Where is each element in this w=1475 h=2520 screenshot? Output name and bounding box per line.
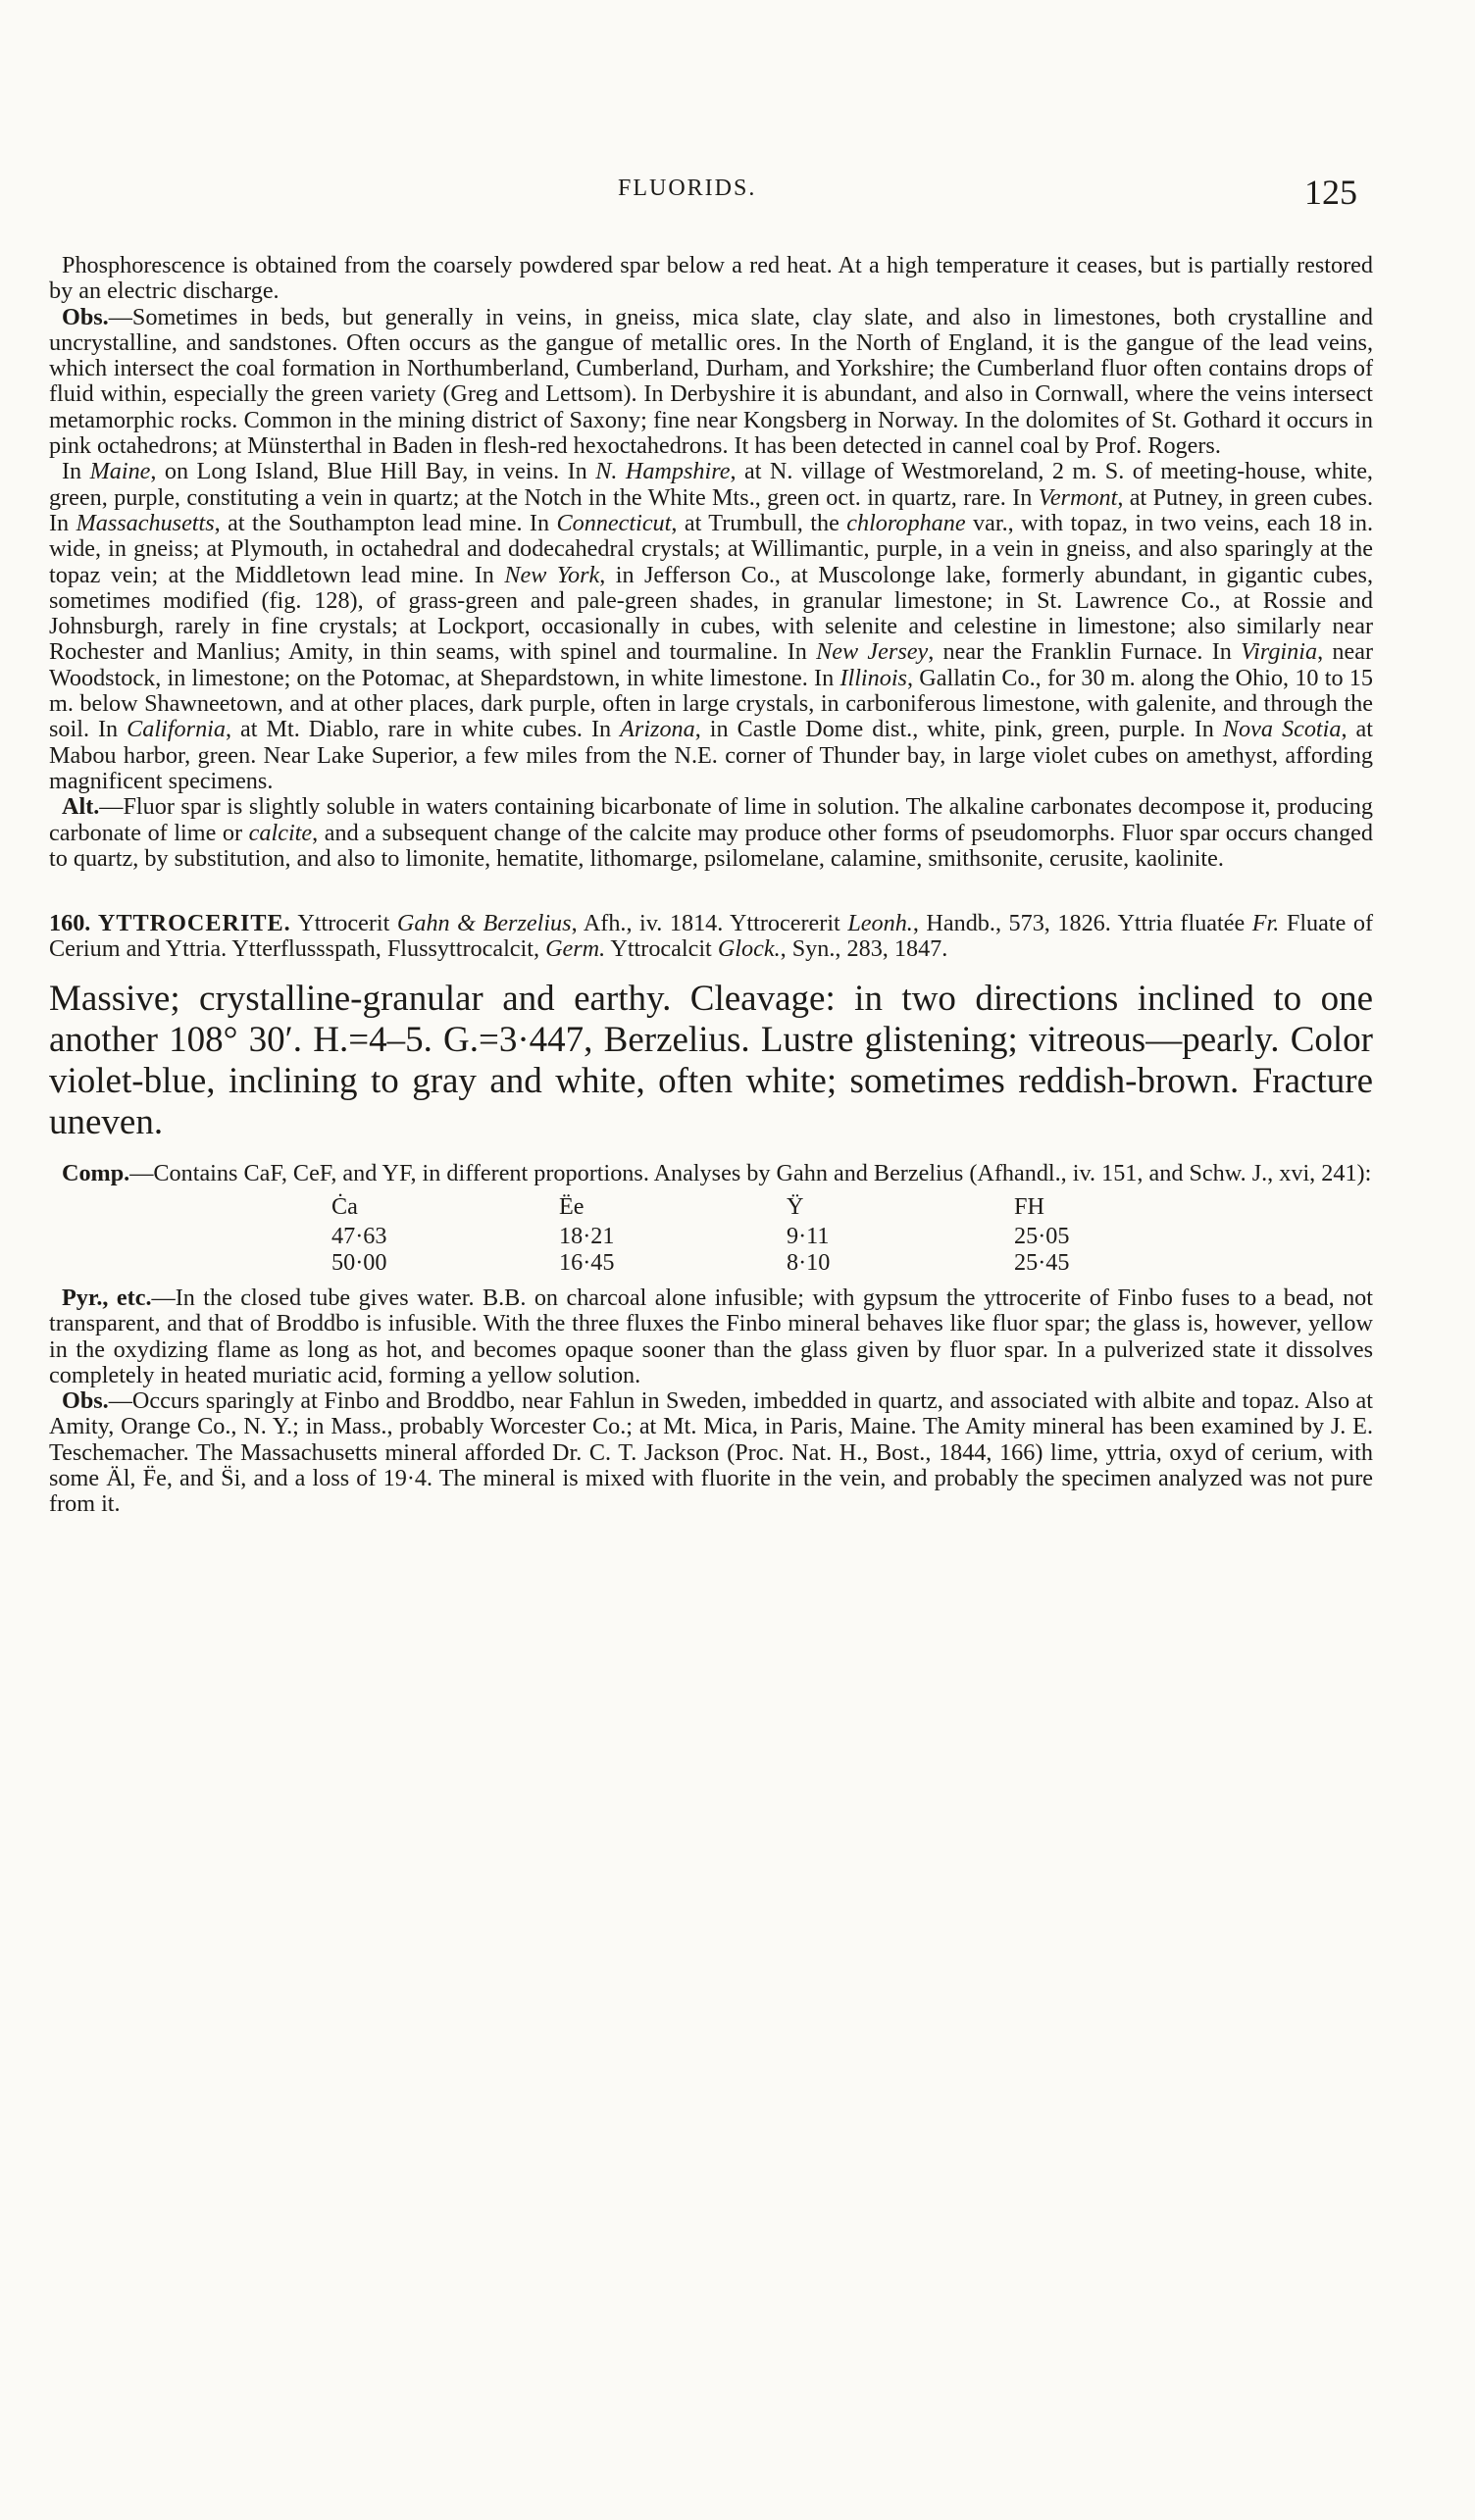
loc-text: , at the Southampton lead mine. In	[214, 509, 557, 536]
state-name: Illinois	[839, 664, 907, 691]
analysis-header: Ÿ	[787, 1193, 804, 1221]
analysis-cell: 25·05	[1014, 1223, 1070, 1250]
state-name: New York	[504, 561, 600, 588]
analysis-table	[331, 1194, 1242, 1276]
loc-text: , in Jefferson Co., at Muscolonge lake, formerly abundant, in gigantic cubes, sometimes modified (fig. 128), of grass-green and pale-green shades, in granular limestone; in St. Lawrence Co., at Rossie and Johnsburgh, rarely in fine crystals; at Lockport, occasionally in cubes, with selenite and celestine in limestone; also similarly near Rochester and Manlius; Amity, in thin seams, with spinel and tourmaline. In	[49, 561, 1374, 666]
obs-text: —Sometimes in beds, but generally in veins, in gneiss, mica slate, clay slate, and also in limestones, both crystalline and uncrystalline, and sandstones. Often occurs as the gangue of metallic ores. In the North of England, it is the gangue of the lead veins, which intersect the coal formation in Northumberland, Cumberland, Durham, and Yorkshire; the Cumberland fluor often contains drops of fluid within, especially the green variety (Greg and Lettsom). In Derbyshire it is abundant, and also in Cornwall, where the veins intersect metamorphic rocks. Common in the mining district of Saxony; fine near Kongsberg in Norway. In the dolomites of St. Gothard it occurs in pink octahedrons; at Münsterthal in Baden in flesh-red hexoctahedrons. It has been detected in cannel coal by Prof. Rogers.	[49, 303, 1373, 460]
pyr-text: —In the closed tube gives water. B.B. on charcoal alone infusible; with gypsum the yttrocerite of Finbo fuses to a bead, not transparent, and that of Broddbo is infusible. With the three fluxes the Finbo mineral behaves like fluor spar; the glass is, however, yellow in the oxydizing flame as long as hot, and becomes opaque sooner than the glass given by fluor spar. In a pulverized state it dissolves completely in heated muriatic acid, forming a yellow solution.	[49, 1284, 1373, 1388]
loc-text: var., with topaz, in two veins, each 18 in. wide, in gneiss; at Plymouth, in octahedral and dodecahedral crystals; at Willimantic, purple, in a vein in gneiss, and also sparingly at the topaz vein; at the Middletown lead mine. In	[49, 509, 1373, 588]
page-header	[0, 172, 1475, 215]
loc-text: , at N. village of Westmoreland, 2 m. S. of meeting-house, white, green, purple, constituting a vein in quartz; at the Notch in the White Mts., green oct. in quartz, rare. In	[49, 458, 1373, 511]
fluorite-localities-paragraph	[49, 459, 1373, 794]
analysis-row	[331, 1224, 1242, 1249]
pyr-heading: Pyr., etc.	[62, 1284, 152, 1311]
yttrocerite-pyr-paragraph	[49, 1285, 1373, 1388]
loc-text: In	[62, 458, 90, 485]
synonym-text: Yttrocerit	[290, 910, 397, 937]
fluorite-obs-paragraph	[49, 305, 1373, 460]
obs-heading: Obs.	[62, 1387, 109, 1415]
alt-text: —Fluor spar is slightly soluble in waters containing bicarbonate of lime in solution. The alkaline carbonates decompose it, producing carbonate of lime or	[49, 793, 1373, 846]
variety-name: chlorophane	[846, 509, 966, 536]
state-name: New Jersey	[816, 638, 929, 666]
state-name: California	[127, 716, 226, 743]
analysis-header: Ëe	[559, 1193, 585, 1221]
analysis-header: Ċa	[331, 1193, 358, 1221]
mineral-name: calcite	[248, 819, 313, 846]
state-name: Vermont	[1038, 483, 1118, 511]
language-abbr: Germ.	[545, 935, 606, 963]
synonym-text: , Afh., iv. 1814. Yttrocererit	[571, 910, 848, 937]
loc-text: , at Putney, in green cubes. In	[49, 483, 1373, 536]
state-name: N. Hampshire	[595, 458, 731, 485]
author-name: Glock.	[717, 935, 781, 963]
alt-text: , and a subsequent change of the calcite may produce other forms of pseudomorphs. Fluor spar occurs changed to quartz, by substitution, and also to limonite, hematite, lithomarge, psilomelane, calamine, smithsonite, cerusite, kaolinite.	[49, 819, 1373, 872]
obs-text: —Occurs sparingly at Finbo and Broddbo, near Fahlun in Sweden, imbedded in quartz, and associated with albite and topaz. Also at Amity, Orange Co., N. Y.; in Mass., probably Worcester Co.; at Mt. Mica, in Paris, Maine. The Amity mineral has been examined by J. E. Teschemacher. The Massachusetts mineral afforded Dr. C. T. Jackson (Proc. Nat. H., Bost., 1844, 166) lime, yttria, oxyd of cerium, with some Äl, F̈e, and S̈i, and a loss of 19·4. The mineral is mixed with fluorite in the vein, and probably the specimen analyzed was not pure from it.	[49, 1387, 1373, 1518]
author-name: Gahn & Berzelius	[396, 910, 572, 937]
state-name: Virginia	[1241, 638, 1318, 666]
state-name: Massachusetts	[76, 509, 215, 536]
loc-text: , near Woodstock, in limestone; on the Potomac, at Shepardstown, in white limestone. In	[49, 638, 1374, 691]
species-name: YTTROCERITE.	[97, 910, 291, 937]
analysis-cell: 18·21	[559, 1223, 615, 1250]
analysis-cell: 50·00	[331, 1248, 387, 1276]
analysis-cell: 47·63	[331, 1223, 387, 1250]
yttrocerite-description: Massive; crystalline-granular and earthy. Cleavage: in two directions inclined to one another 108° 30′. H.=4–5. G.=3·447, Berzelius. Lustre glistening; vitreous—pearly. Color violet-blue, inclining to gray and white, often white; sometimes reddish-brown. Fracture uneven.	[49, 978, 1373, 1142]
synonym-text: Yttrocalcit	[605, 935, 718, 963]
yttrocerite-heading	[49, 911, 1373, 963]
comp-text: —Contains CaF, CeF, and YF, in different proportions. Analyses by Gahn and Berzelius (Afhandl., iv. 151, and Schw. J., xvi, 241):	[129, 1159, 1372, 1186]
analysis-cell: 8·10	[787, 1248, 831, 1276]
synonym-text: , Syn., 283, 1847.	[780, 935, 948, 963]
loc-text: , on Long Island, Blue Hill Bay, in veins. In	[150, 458, 596, 485]
state-name: Maine	[89, 458, 151, 485]
yttrocerite-comp-paragraph	[49, 1161, 1373, 1186]
loc-text: , Gallatin Co., for 30 m. along the Ohio, 10 to 15 m. below Shawneetown, and at other places, dark purple, often in large crystals, in carboniferous limestone, with galenite, and through the soil. In	[49, 664, 1373, 743]
page-body	[49, 253, 1373, 1518]
synonym-text: Fluate of Cerium and Yttria. Ytterflussspath, Flussyttrocalcit,	[49, 910, 1374, 963]
yttrocerite-obs-paragraph	[49, 1388, 1373, 1517]
loc-text: , in Castle Dome dist., white, pink, green, purple. In	[694, 716, 1223, 743]
species-number: 160.	[49, 910, 91, 937]
analysis-cell: 25·45	[1014, 1248, 1070, 1276]
author-name: Leonh.	[847, 910, 913, 937]
state-name: Nova Scotia	[1222, 716, 1342, 743]
loc-text: , at Mt. Diablo, rare in white cubes. In	[225, 716, 621, 743]
loc-text: , near the Franklin Furnace. In	[928, 638, 1242, 666]
state-name: Connecticut	[556, 509, 672, 536]
analysis-header: FH	[1014, 1193, 1044, 1221]
alt-heading: Alt.	[62, 793, 100, 821]
analysis-row	[331, 1250, 1242, 1276]
loc-text: , at Trumbull, the	[671, 509, 847, 536]
analysis-cell: 16·45	[559, 1248, 615, 1276]
page-number: 125	[1304, 173, 1357, 212]
comp-heading: Comp.	[62, 1159, 130, 1186]
language-abbr: Fr.	[1251, 910, 1280, 937]
fluorite-alt-paragraph	[49, 794, 1373, 872]
running-head: FLUORIDS.	[618, 176, 757, 201]
analysis-cell: 9·11	[787, 1223, 830, 1250]
loc-text: , at Mabou harbor, green. Near Lake Superior, a few miles from the N.E. corner of Thunder bay, in large violet cubes on amethyst, affording magnificent specimens.	[49, 716, 1373, 794]
synonym-text: , Handb., 573, 1826. Yttria fluatée	[912, 910, 1252, 937]
state-name: Arizona	[620, 716, 695, 743]
analysis-header-row	[331, 1194, 1242, 1224]
obs-heading: Obs.	[62, 303, 109, 330]
phosphorescence-paragraph: Phosphorescence is obtained from the coarsely powdered spar below a red heat. At a high temperature it ceases, but is partially restored by an electric discharge.	[49, 252, 1373, 305]
